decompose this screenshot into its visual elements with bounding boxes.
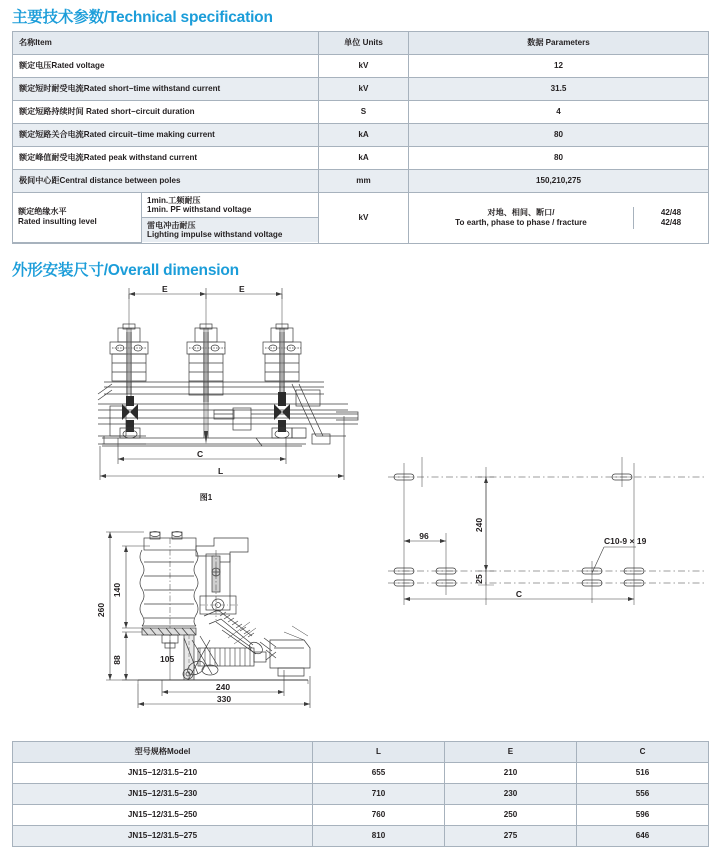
cell-c: 516: [577, 763, 709, 784]
coupler-block: [233, 408, 251, 430]
dimension-label-140: 140: [112, 582, 122, 598]
dimension-label-330: 330: [216, 694, 232, 704]
dimension-label-105: 105: [160, 654, 175, 664]
cell-model: JN15−12/31.5−275: [13, 826, 313, 847]
slotted-holes: [394, 474, 644, 586]
cell-item: 额定短路关合电流Rated circuit−time making current: [13, 124, 319, 147]
cell-units: kA: [319, 124, 409, 147]
cell-item: 额定峰值耐受电流Rated peak withstand current: [13, 147, 319, 170]
table-row: [13, 78, 709, 101]
cell-insulation-item: [13, 193, 319, 244]
subitem-impulse-en: Lighting impulse withstand voltage: [147, 230, 283, 239]
hole-callout-leader: [592, 547, 636, 573]
cell-l: 810: [313, 826, 445, 847]
cell-model: JN15−12/31.5−250: [13, 805, 313, 826]
cell-item: 额定短路持续时间 Rated short−circuit duration: [13, 101, 319, 124]
cell-model: JN15−12/31.5−230: [13, 784, 313, 805]
cell-value: 12: [409, 55, 709, 78]
cell-model: JN15−12/31.5−210: [13, 763, 313, 784]
param-desc-en: To earth, phase to phase / fracture: [455, 217, 587, 227]
mechanism-housing: [196, 538, 248, 620]
axis-lines-horizontal: [388, 477, 704, 583]
cell-e: 210: [445, 763, 577, 784]
figure-1-caption: 图1: [199, 493, 213, 502]
spring-linkage-assembly: [183, 610, 276, 680]
page-title-technical-specification: 主要技术参数/Technical specification: [12, 9, 273, 26]
right-cover: [270, 626, 310, 676]
header-c: C: [577, 742, 709, 763]
cell-units: S: [319, 101, 409, 124]
subitem-impulse-cn: 雷电冲击耐压: [147, 220, 196, 230]
cell-e: 275: [445, 826, 577, 847]
table-row: [13, 784, 709, 805]
insulator-body: [140, 532, 198, 639]
table-row: [13, 124, 709, 147]
hole-callout-label: C10-9 × 19: [604, 536, 647, 546]
cell-l: 760: [313, 805, 445, 826]
table-row: [13, 826, 709, 847]
cell-insulation-units: kV: [319, 193, 409, 244]
subitem-pf-cn: 1min.工频耐压: [147, 195, 201, 205]
cell-e: 230: [445, 784, 577, 805]
cell-units: kV: [319, 78, 409, 101]
dimension-label-88: 88: [112, 655, 122, 665]
dimension-label-240-plate: 240: [474, 517, 484, 533]
dimension-label-e-left: E: [162, 286, 168, 294]
insulation-subitem-pf: [142, 193, 319, 218]
cell-item: 极间中心距Central distance between poles: [13, 170, 319, 193]
table-header-row: [13, 32, 709, 55]
insulation-name-en: Rated insulting level: [18, 217, 97, 227]
cell-units: kV: [319, 55, 409, 78]
cell-value: 80: [409, 124, 709, 147]
cell-l: 710: [313, 784, 445, 805]
param-value-pf: 42/48: [660, 207, 682, 217]
dimension-label-l: L: [218, 466, 224, 476]
figure-front-view-drawing: [96, 286, 396, 491]
table-header-row: [13, 742, 709, 763]
cell-e: 250: [445, 805, 577, 826]
cell-c: 646: [577, 826, 709, 847]
subitem-pf-en: 1min. PF withstand voltage: [147, 205, 252, 214]
dimension-140: [122, 546, 150, 628]
table-row: [13, 55, 709, 78]
table-row: [13, 101, 709, 124]
header-item: 名称Item: [13, 32, 319, 55]
cell-c: 596: [577, 805, 709, 826]
cell-value: 31.5: [409, 78, 709, 101]
cell-c: 556: [577, 784, 709, 805]
cell-units: kA: [319, 147, 409, 170]
dimension-label-c: C: [197, 449, 204, 459]
cell-item: 额定短时耐受电流Rated short−time withstand current: [13, 78, 319, 101]
figure-mounting-hole-pattern: [386, 455, 706, 625]
contact-assembly-right: [272, 392, 306, 438]
table-row: [13, 763, 709, 784]
page-title-overall-dimension: 外形安装尺寸/Overall dimension: [12, 262, 239, 279]
cell-item: 额定电压Rated voltage: [13, 55, 319, 78]
table-row: [13, 170, 709, 193]
table-row: [13, 147, 709, 170]
header-units: 单位 Units: [319, 32, 409, 55]
table-row: [13, 805, 709, 826]
cell-value: 80: [409, 147, 709, 170]
insulation-name-cn: 额定绝缘水平: [18, 207, 67, 217]
param-desc-cn: 对地、相间、断口/: [487, 207, 555, 217]
dimension-88: [122, 632, 150, 680]
dimension-label-e-right: E: [239, 286, 245, 294]
contact-assembly-left: [120, 396, 140, 438]
param-value-impulse: 42/48: [660, 217, 682, 227]
insulation-param-description: [409, 207, 634, 229]
dimension-label-96: 96: [419, 531, 429, 541]
insulation-param-values: [634, 207, 709, 229]
cell-l: 655: [313, 763, 445, 784]
header-parameters: 数据 Parameters: [409, 32, 709, 55]
cell-units: mm: [319, 170, 409, 193]
cell-insulation-parameters: [409, 193, 709, 244]
model-dimension-table: [12, 741, 709, 847]
cell-value: 150,210,275: [409, 170, 709, 193]
header-l: L: [313, 742, 445, 763]
cell-value: 4: [409, 101, 709, 124]
dimension-label-260: 260: [96, 602, 106, 618]
insulation-name: [13, 193, 142, 242]
insulation-subitem-impulse: [142, 218, 319, 243]
table-row-insulation-level: [13, 193, 709, 244]
header-model: 型号规格Model: [13, 742, 313, 763]
dimension-label-c-plate: C: [515, 589, 523, 599]
dimension-label-25: 25: [474, 574, 484, 584]
figure-side-view-drawing: [88, 520, 348, 710]
dimension-label-240: 240: [215, 682, 231, 692]
header-e: E: [445, 742, 577, 763]
technical-specification-table: [12, 31, 709, 244]
